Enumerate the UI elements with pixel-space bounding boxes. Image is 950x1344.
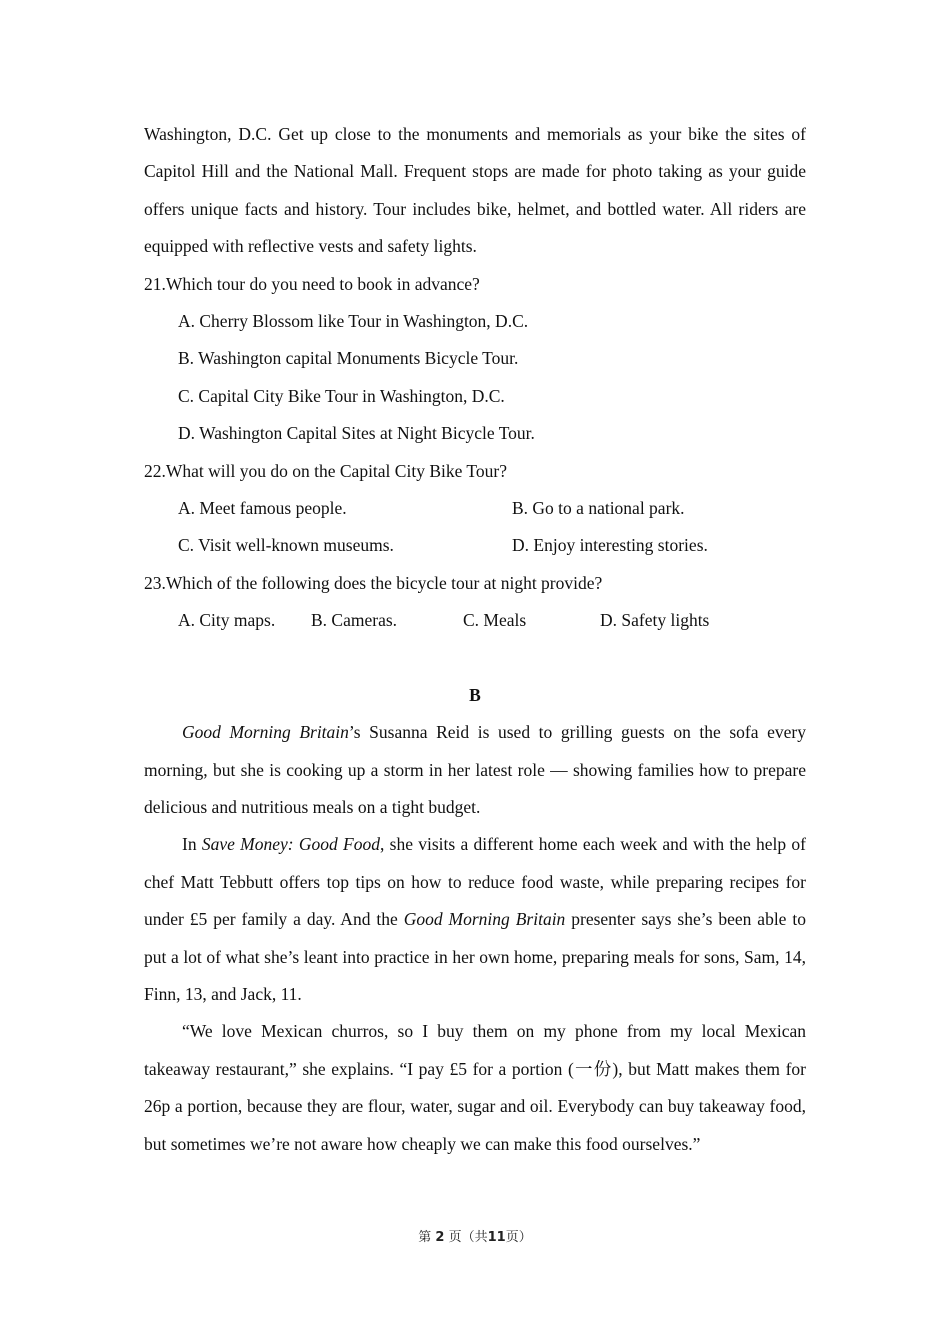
question-23 xyxy=(144,565,806,640)
passage-a-closing-paragraph: Washington, D.C. Get up close to the monuments and memorials as your bike the sites of Capitol Hill and the National Mall. Frequent stops are made for photo taking as your guide offers unique facts and history. Tour includes bike, helmet, and bottled water. All riders are equipped with reflective vests and safety lights. xyxy=(144,124,806,257)
option-a: A. City maps. xyxy=(178,610,276,631)
italic-show-title: Save Money: Good Food xyxy=(201,834,380,855)
section-b-paragraph-1 xyxy=(144,714,806,826)
option-c: C. Capital City Bike Tour in Washington, D.C. xyxy=(178,385,505,406)
footer-page-number: 2 xyxy=(435,1230,445,1245)
question-stem: 23.Which of the following does the bicycle tour at night provide? xyxy=(144,572,603,593)
option-b: B. Washington capital Monuments Bicycle Tour. xyxy=(178,348,519,369)
options-row xyxy=(178,602,806,639)
section-b-paragraph-3: “We love Mexican churros, so I buy them on my phone from my local Mexican takeaway restaurant,” she explains. “I pay £5 for a portion (一份), but Matt makes them for 26p a portion, because they are flour, water, sugar and oil. Everybody can buy takeaway food, but sometimes we’re not aware how cheaply we can make this food ourselves.” xyxy=(144,1021,806,1154)
question-22 xyxy=(144,453,806,565)
option-b: B. Cameras. xyxy=(311,610,398,631)
option-d: D. Enjoy interesting stories. xyxy=(512,535,708,556)
option-d: D. Washington Capital Sites at Night Bicycle Tour. xyxy=(178,423,535,444)
footer-prefix: 第 xyxy=(418,1230,432,1245)
section-b-heading: B xyxy=(469,684,481,705)
question-21 xyxy=(144,266,806,453)
options-row xyxy=(178,527,806,564)
question-stem: 21.Which tour do you need to book in advance? xyxy=(144,273,480,294)
options-row xyxy=(178,490,806,527)
option-d: D. Safety lights xyxy=(600,610,710,631)
document-page xyxy=(144,116,806,1163)
paragraph-text: presenter says she’s been able to put a lot of what she’s leant into practice in her own home, preparing meals for sons, Sam, 14, Finn, 13, and Jack, 11. xyxy=(144,909,806,1004)
section-b-paragraph-2 xyxy=(144,826,806,1013)
question-stem: 22.What will you do on the Capital City Bike Tour? xyxy=(144,460,507,481)
footer-middle: 页（共 xyxy=(448,1230,488,1245)
footer-suffix: 页） xyxy=(505,1230,532,1245)
italic-show-title: Good Morning Britain xyxy=(182,722,349,743)
page-footer xyxy=(0,1226,950,1245)
option-c: C. Meals xyxy=(463,610,527,631)
option-c: C. Visit well-known museums. xyxy=(178,535,394,556)
italic-show-title: Good Morning Britain xyxy=(403,909,566,930)
paragraph-text: In xyxy=(182,834,202,855)
option-a: A. Cherry Blossom like Tour in Washington, D.C. xyxy=(178,311,529,332)
paragraph-text: ’s Susanna Reid is used to grilling guests on the sofa every morning, but she is cooking up a storm in her latest role — showing families how to prepare delicious and nutritious meals on a tight budget. xyxy=(144,722,806,817)
option-b: B. Go to a national park. xyxy=(512,498,685,519)
footer-total-pages: 11 xyxy=(487,1230,506,1245)
paragraph-text: , she visits a different home each week and with the help of chef Matt Tebbutt offers top tips on how to reduce food waste, while preparing recipes for under £5 per family a day. And the xyxy=(144,834,806,930)
option-a: A. Meet famous people. xyxy=(178,498,347,519)
